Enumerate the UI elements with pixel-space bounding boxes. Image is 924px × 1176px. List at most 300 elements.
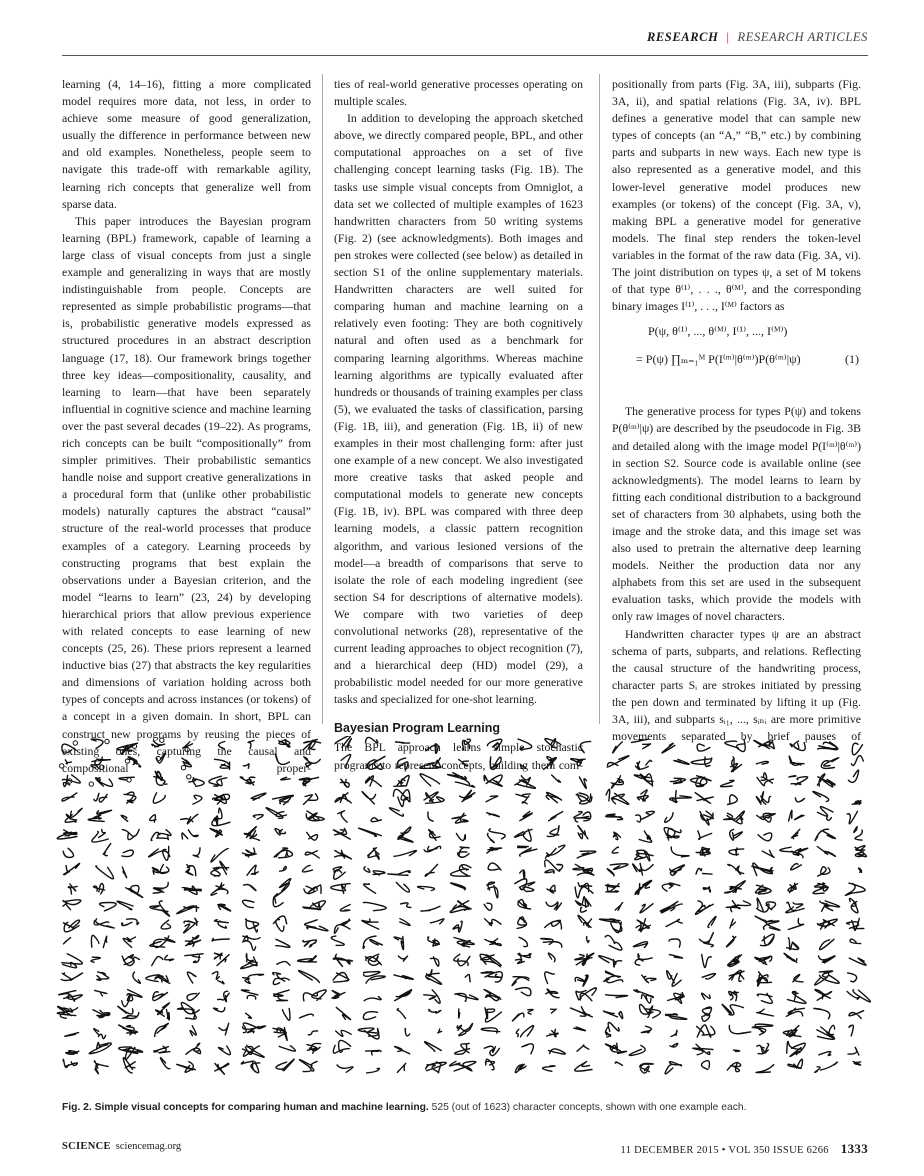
character-glyph <box>576 897 591 912</box>
character-glyph <box>847 990 870 1002</box>
character-glyph <box>662 743 675 753</box>
character-glyph <box>670 791 692 803</box>
character-glyph <box>671 1030 677 1036</box>
character-glyph <box>420 774 439 786</box>
character-glyph <box>187 993 199 1000</box>
character-glyph <box>303 940 317 947</box>
character-glyph <box>848 770 858 782</box>
character-glyph <box>702 993 711 999</box>
character-glyph <box>335 850 352 859</box>
character-glyph <box>457 1023 472 1035</box>
character-glyph <box>486 796 498 802</box>
character-glyph <box>211 883 228 895</box>
equation-line-1: P(ψ, θ⁽¹⁾, ..., θ⁽ᴹ⁾, I⁽¹⁾, ..., I⁽ᴹ⁾) <box>648 324 788 339</box>
character-glyph <box>780 847 808 858</box>
character-glyph <box>791 864 802 870</box>
character-glyph <box>273 1028 287 1041</box>
character-glyph <box>426 744 438 753</box>
footer-left <box>62 1141 181 1152</box>
equation-line-2: = P(ψ) ∏ₘ₌₁ᴹ P(I⁽ᵐ⁾|θ⁽ᵐ⁾)P(θ⁽ᵐ⁾|ψ) <box>636 352 801 367</box>
character-glyph <box>669 939 680 947</box>
character-glyph <box>298 956 317 962</box>
character-glyph <box>62 793 77 801</box>
character-glyph <box>453 921 462 932</box>
paragraph: learning (4, 14–16), fitting a more complicated model requires more data, not less, in order to achieve some measure of good generalization, usually the difference in performance between new and old examples. Nonetheless, people seem to navigate this trade-off with remarkable agility, learning rich concepts that generalize well from sparse data. <box>62 78 311 211</box>
character-glyph <box>587 937 589 943</box>
character-glyph <box>103 843 111 855</box>
character-glyph <box>211 849 228 862</box>
character-glyph <box>552 775 561 782</box>
character-glyph <box>635 850 653 861</box>
character-glyph <box>733 1050 739 1051</box>
column-divider <box>599 74 600 724</box>
character-glyph <box>545 860 563 873</box>
character-glyph <box>177 1062 196 1073</box>
character-glyph <box>91 957 100 962</box>
character-glyph <box>725 739 745 751</box>
character-glyph <box>212 808 230 826</box>
character-glyph <box>576 988 596 1001</box>
character-glyph <box>518 739 532 749</box>
character-glyph <box>820 901 840 911</box>
stroke-start-marker <box>73 741 77 745</box>
character-glyph <box>633 942 647 948</box>
character-glyph <box>242 848 256 857</box>
character-glyph <box>96 778 113 787</box>
character-glyph <box>847 918 864 930</box>
character-glyph <box>664 827 681 840</box>
character-glyph <box>95 990 107 996</box>
character-glyph <box>218 904 231 911</box>
character-glyph <box>814 1008 830 1018</box>
character-glyph <box>460 790 475 801</box>
character-glyph <box>633 863 653 875</box>
character-glyph <box>122 955 139 966</box>
character-glyph <box>789 810 804 820</box>
character-glyph <box>299 777 318 786</box>
character-glyph <box>480 954 501 966</box>
character-glyph <box>855 846 866 857</box>
character-glyph <box>276 1059 294 1071</box>
character-glyph <box>451 883 466 890</box>
character-glyph <box>603 1011 622 1018</box>
character-glyph <box>481 972 502 982</box>
character-glyph <box>820 939 834 949</box>
character-glyph <box>305 851 319 858</box>
character-glyph <box>429 1009 441 1013</box>
character-glyph <box>303 901 325 910</box>
character-glyph <box>122 867 126 878</box>
character-glyph <box>456 834 465 841</box>
character-glyph <box>302 865 312 872</box>
character-glyph <box>366 737 378 743</box>
character-glyph <box>94 1061 108 1074</box>
character-glyph <box>367 1068 380 1073</box>
character-glyph <box>454 954 470 966</box>
character-glyph <box>462 739 470 749</box>
character-glyph <box>544 757 557 770</box>
character-glyph <box>365 954 381 965</box>
paragraph: The BPL approach learns simple stochastic programs to represent concepts, building them com- <box>334 741 583 772</box>
character-glyph <box>720 780 734 786</box>
character-glyph <box>697 744 710 751</box>
character-glyph <box>428 812 433 821</box>
character-glyph <box>94 1029 106 1039</box>
character-glyph <box>119 1025 138 1035</box>
character-glyph <box>150 901 170 916</box>
character-glyph <box>578 825 588 838</box>
character-glyph <box>518 846 537 856</box>
character-glyph <box>788 919 803 930</box>
character-glyph <box>515 776 536 789</box>
character-glyph <box>189 778 204 787</box>
character-glyph <box>243 974 264 983</box>
character-glyph <box>757 773 773 786</box>
character-glyph <box>484 903 492 910</box>
stroke-start-marker <box>60 764 64 768</box>
character-glyph <box>845 883 865 895</box>
character-glyph <box>248 741 254 749</box>
character-glyph <box>424 846 441 851</box>
stroke-start-marker <box>187 775 191 779</box>
character-glyph <box>815 1062 838 1072</box>
character-glyph <box>274 990 290 1001</box>
character-glyph <box>728 955 742 967</box>
character-glyph <box>89 1042 111 1053</box>
character-glyph <box>755 956 772 964</box>
character-glyph <box>448 773 475 788</box>
character-glyph <box>578 915 591 927</box>
text-column-1 <box>62 76 311 775</box>
character-glyph <box>366 756 385 769</box>
character-glyph <box>304 885 321 894</box>
character-glyph <box>124 792 136 803</box>
character-glyph <box>727 1062 740 1071</box>
character-glyph <box>430 957 439 966</box>
character-glyph <box>518 900 531 909</box>
character-glyph <box>517 917 526 929</box>
character-glyph <box>708 917 716 928</box>
character-glyph <box>187 972 196 983</box>
character-glyph <box>186 1043 201 1054</box>
character-glyph <box>702 954 712 967</box>
character-glyph <box>371 818 381 822</box>
character-glyph <box>63 848 73 857</box>
character-glyph <box>817 774 835 787</box>
character-glyph <box>91 739 103 748</box>
character-glyph <box>429 830 440 841</box>
character-glyph <box>333 954 352 966</box>
character-glyph <box>784 953 797 962</box>
character-glyph <box>91 935 106 947</box>
character-glyph <box>701 1061 709 1070</box>
character-glyph <box>336 1007 350 1019</box>
character-glyph <box>793 974 803 981</box>
character-glyph <box>118 1006 139 1018</box>
character-glyph <box>729 970 744 981</box>
character-glyph <box>851 756 863 766</box>
character-glyph <box>571 1007 593 1017</box>
character-glyph <box>219 1023 229 1035</box>
character-glyph <box>122 990 142 1007</box>
character-glyph <box>57 1006 77 1018</box>
character-glyph <box>813 883 828 894</box>
character-glyph <box>122 919 139 926</box>
character-glyph <box>605 935 622 950</box>
character-glyph <box>660 902 682 913</box>
character-glyph <box>251 793 266 800</box>
character-glyph <box>335 793 351 803</box>
character-glyph <box>817 919 837 929</box>
character-glyph <box>93 883 104 894</box>
character-glyph <box>182 886 201 894</box>
character-glyph <box>670 865 685 875</box>
character-glyph <box>426 1062 447 1073</box>
character-glyph <box>212 972 224 984</box>
character-glyph <box>308 1031 317 1035</box>
character-glyph <box>573 864 594 875</box>
character-glyph <box>213 794 230 804</box>
character-glyph <box>307 1043 321 1053</box>
character-glyph <box>548 953 555 962</box>
character-glyph <box>363 936 382 948</box>
issue-info: 11 DECEMBER 2015 • VOL 350 ISSUE 6266 <box>620 1145 829 1156</box>
character-glyph <box>670 778 685 783</box>
character-glyph <box>731 757 742 772</box>
paragraph: In addition to developing the approach sketched above, we directly compared people, BPL, and other computational approaches on a set of five challenging concept learning tasks (Fig. 1B). The tasks use simple visual concepts from Omniglot, a data set we collected of multiple examples of 1623 handwritten characters from 50 writing systems (Fig. 2) (see acknowledgments). Both images and pen strokes were collected (see below) as detailed in section S1 of the online supplementary materials. Handwritten characters are well suited for comparing human and machine learning on a relatively even footing: They are both cognitively natural and often used as a benchmark for comparing learning algorithms. Whereas machine learning algorithms are typically evaluated after hundreds or thousands of training examples per class (5), we evaluated the tasks of classification, parsing (Fig. 1B, iii), and generation (Fig. 1B, ii) of new examples in their most challenging form: after just one example of a new concept. We also investigated more creative tasks that asked people and computational models to generate new concepts (Fig. 1B, iv). BPL was compared with three deep learning models, a classic pattern recognition algorithm, and various lesioned versions of the model—a breadth of comparisons that serve to isolate the role of each modeling ingredient (see section S4 for descriptions of alternative models). We compare with two varieties of deep convolutional networks (28), representative of the current leading approaches to object recognition (7), and a hierarchical deep (HD) model (29), a probabilistic model needed for our more generative tasks and specialized for one-shot learning. <box>334 112 583 707</box>
character-glyph <box>96 866 114 879</box>
character-glyph <box>341 779 350 787</box>
character-glyph <box>821 758 838 769</box>
character-glyph <box>394 776 409 787</box>
character-glyph <box>185 935 200 946</box>
character-glyph <box>788 883 798 893</box>
character-glyph <box>215 1063 229 1074</box>
character-glyph <box>273 973 290 985</box>
character-glyph <box>91 757 110 769</box>
character-glyph <box>551 1009 557 1013</box>
character-glyph <box>366 776 382 787</box>
character-glyph <box>615 1062 622 1066</box>
character-glyph <box>758 833 772 841</box>
character-glyph <box>364 884 376 894</box>
character-glyph <box>210 828 222 836</box>
character-glyph <box>421 906 440 911</box>
character-glyph <box>485 1059 494 1070</box>
section-label: RESEARCH <box>646 30 719 44</box>
character-glyph <box>546 989 560 998</box>
character-glyph <box>418 886 435 890</box>
character-glyph <box>65 1033 79 1037</box>
character-glyph <box>756 885 772 894</box>
character-glyph <box>791 829 799 838</box>
character-glyph <box>425 1042 442 1052</box>
character-glyph <box>576 793 592 804</box>
character-glyph <box>190 1026 196 1036</box>
character-glyph <box>275 754 289 765</box>
text-column-2 <box>334 76 583 772</box>
character-glyph <box>334 919 350 933</box>
character-glyph <box>699 933 713 947</box>
character-glyph <box>632 739 651 748</box>
character-glyph <box>788 991 806 1003</box>
character-glyph <box>668 993 685 1004</box>
character-glyph <box>640 904 653 913</box>
character-glyph <box>818 742 838 750</box>
character-glyph <box>516 1026 533 1037</box>
character-glyph <box>389 808 403 816</box>
character-glyph <box>243 936 260 951</box>
character-glyph <box>730 829 743 840</box>
character-glyph <box>729 848 744 855</box>
character-glyph <box>549 812 563 821</box>
character-glyph <box>487 739 501 749</box>
character-glyph <box>726 901 751 912</box>
character-glyph <box>629 1045 645 1055</box>
section-heading: Bayesian Program Learning <box>334 721 501 736</box>
character-glyph <box>244 884 256 890</box>
character-glyph <box>728 864 744 874</box>
character-glyph <box>615 903 622 911</box>
character-glyph <box>729 1025 750 1033</box>
character-glyph <box>662 883 680 891</box>
character-glyph <box>789 756 804 765</box>
character-glyph <box>244 827 259 841</box>
character-glyph <box>117 901 133 909</box>
character-glyph <box>641 1026 651 1033</box>
character-glyph <box>218 991 230 1001</box>
character-glyph <box>815 990 832 1001</box>
character-glyph <box>253 815 263 820</box>
character-glyph <box>546 792 561 802</box>
character-glyph <box>364 997 381 1001</box>
character-glyph <box>667 971 681 986</box>
character-glyph <box>212 938 229 941</box>
character-glyph <box>274 879 291 898</box>
character-glyph <box>703 887 710 892</box>
character-glyph <box>693 1044 713 1055</box>
character-glyph <box>786 1008 804 1016</box>
character-glyph <box>481 1028 499 1033</box>
character-glyph <box>757 972 771 986</box>
text-column-3 <box>612 76 861 744</box>
character-glyph <box>515 1064 526 1072</box>
character-glyph <box>152 865 169 875</box>
character-glyph <box>396 882 409 892</box>
character-glyph <box>450 901 471 913</box>
character-glyph <box>512 977 529 986</box>
character-glyph <box>606 884 620 893</box>
character-glyph <box>452 813 468 823</box>
character-glyph <box>607 756 629 767</box>
character-glyph <box>213 1008 224 1012</box>
character-glyph <box>247 865 258 875</box>
character-glyph <box>275 829 285 835</box>
character-glyph <box>815 829 835 840</box>
character-glyph <box>484 775 502 786</box>
subsection-label: RESEARCH ARTICLES <box>737 30 868 44</box>
character-glyph <box>401 903 411 908</box>
character-glyph <box>123 937 135 947</box>
character-glyph <box>450 1061 476 1071</box>
character-glyph <box>338 811 347 822</box>
character-glyph <box>65 760 71 764</box>
character-glyph <box>640 1004 661 1017</box>
character-glyph <box>817 1025 835 1039</box>
character-glyph <box>340 905 350 911</box>
character-glyph <box>819 1052 831 1056</box>
paragraph: ties of real-world generative processes operating on multiple scales. <box>334 78 583 109</box>
character-glyph <box>577 851 596 858</box>
character-glyph <box>306 811 324 821</box>
character-glyph <box>606 789 629 804</box>
character-glyph <box>279 1046 295 1051</box>
character-glyph <box>299 1060 317 1072</box>
character-glyph <box>574 1027 586 1031</box>
character-glyph <box>613 832 620 840</box>
character-glyph <box>819 956 836 963</box>
character-glyph <box>599 956 622 967</box>
character-glyph <box>488 863 501 870</box>
stroke-start-marker <box>185 747 189 751</box>
character-glyph <box>575 953 594 965</box>
character-glyph <box>636 811 655 822</box>
character-glyph <box>850 939 861 943</box>
character-glyph <box>388 871 410 876</box>
character-glyph <box>607 864 628 876</box>
character-glyph <box>752 1024 772 1035</box>
character-glyph <box>405 1028 410 1035</box>
character-glyph <box>336 1030 352 1036</box>
character-glyph <box>604 971 623 983</box>
character-glyph <box>691 757 711 767</box>
character-glyph <box>121 815 128 821</box>
character-glyph <box>490 757 501 769</box>
character-glyph <box>363 902 386 910</box>
character-glyph <box>725 881 746 893</box>
character-glyph <box>484 989 501 1000</box>
paragraph: positionally from parts (Fig. 3A, iii), subparts (Fig. 3A, ii), and spatial relations (Fig. 3A, iv). BPL defines a generative model that can sample new types of concepts (an “A,” “B,” etc.) by combining parts and subparts in new ways. Each new type is also represented as a generative model, and this lower-level generative model produces new examples (or tokens) of the concept (Fig. 3A, v), making BPL a generative model for generative models. The final step renders the token-level variables in the format of the raw data (Fig. 3A, vi). The joint distribution on types ψ, a set of M tokens of that type θ⁽¹⁾, . . ., θ⁽ᴹ⁾, and the corresponding binary images I⁽¹⁾, . . ., I⁽ᴹ⁾ factors as <box>612 78 861 314</box>
character-glyph <box>241 954 257 969</box>
character-glyph <box>451 865 471 877</box>
character-glyph <box>545 920 562 929</box>
character-glyph <box>485 939 501 946</box>
character-glyph <box>487 813 500 817</box>
character-glyph <box>849 1011 864 1019</box>
character-glyph <box>151 830 171 841</box>
character-glyph <box>218 1046 230 1055</box>
character-glyph <box>211 861 229 876</box>
character-glyph <box>65 808 82 822</box>
character-glyph <box>487 882 498 898</box>
character-glyph <box>640 1063 654 1073</box>
character-glyph <box>99 903 116 911</box>
character-glyph <box>761 934 775 945</box>
character-glyph <box>634 990 653 1003</box>
character-glyph <box>549 1049 566 1054</box>
character-glyph <box>642 975 656 983</box>
character-glyph <box>859 868 862 872</box>
character-glyph <box>487 829 505 843</box>
character-glyph <box>757 813 775 822</box>
equation-number: (1) <box>845 352 859 367</box>
column-divider <box>322 74 323 724</box>
character-glyph <box>243 1023 266 1033</box>
character-glyph <box>849 1025 853 1036</box>
character-glyph <box>729 991 739 1001</box>
character-glyph <box>546 902 562 910</box>
character-glyph <box>665 813 673 823</box>
